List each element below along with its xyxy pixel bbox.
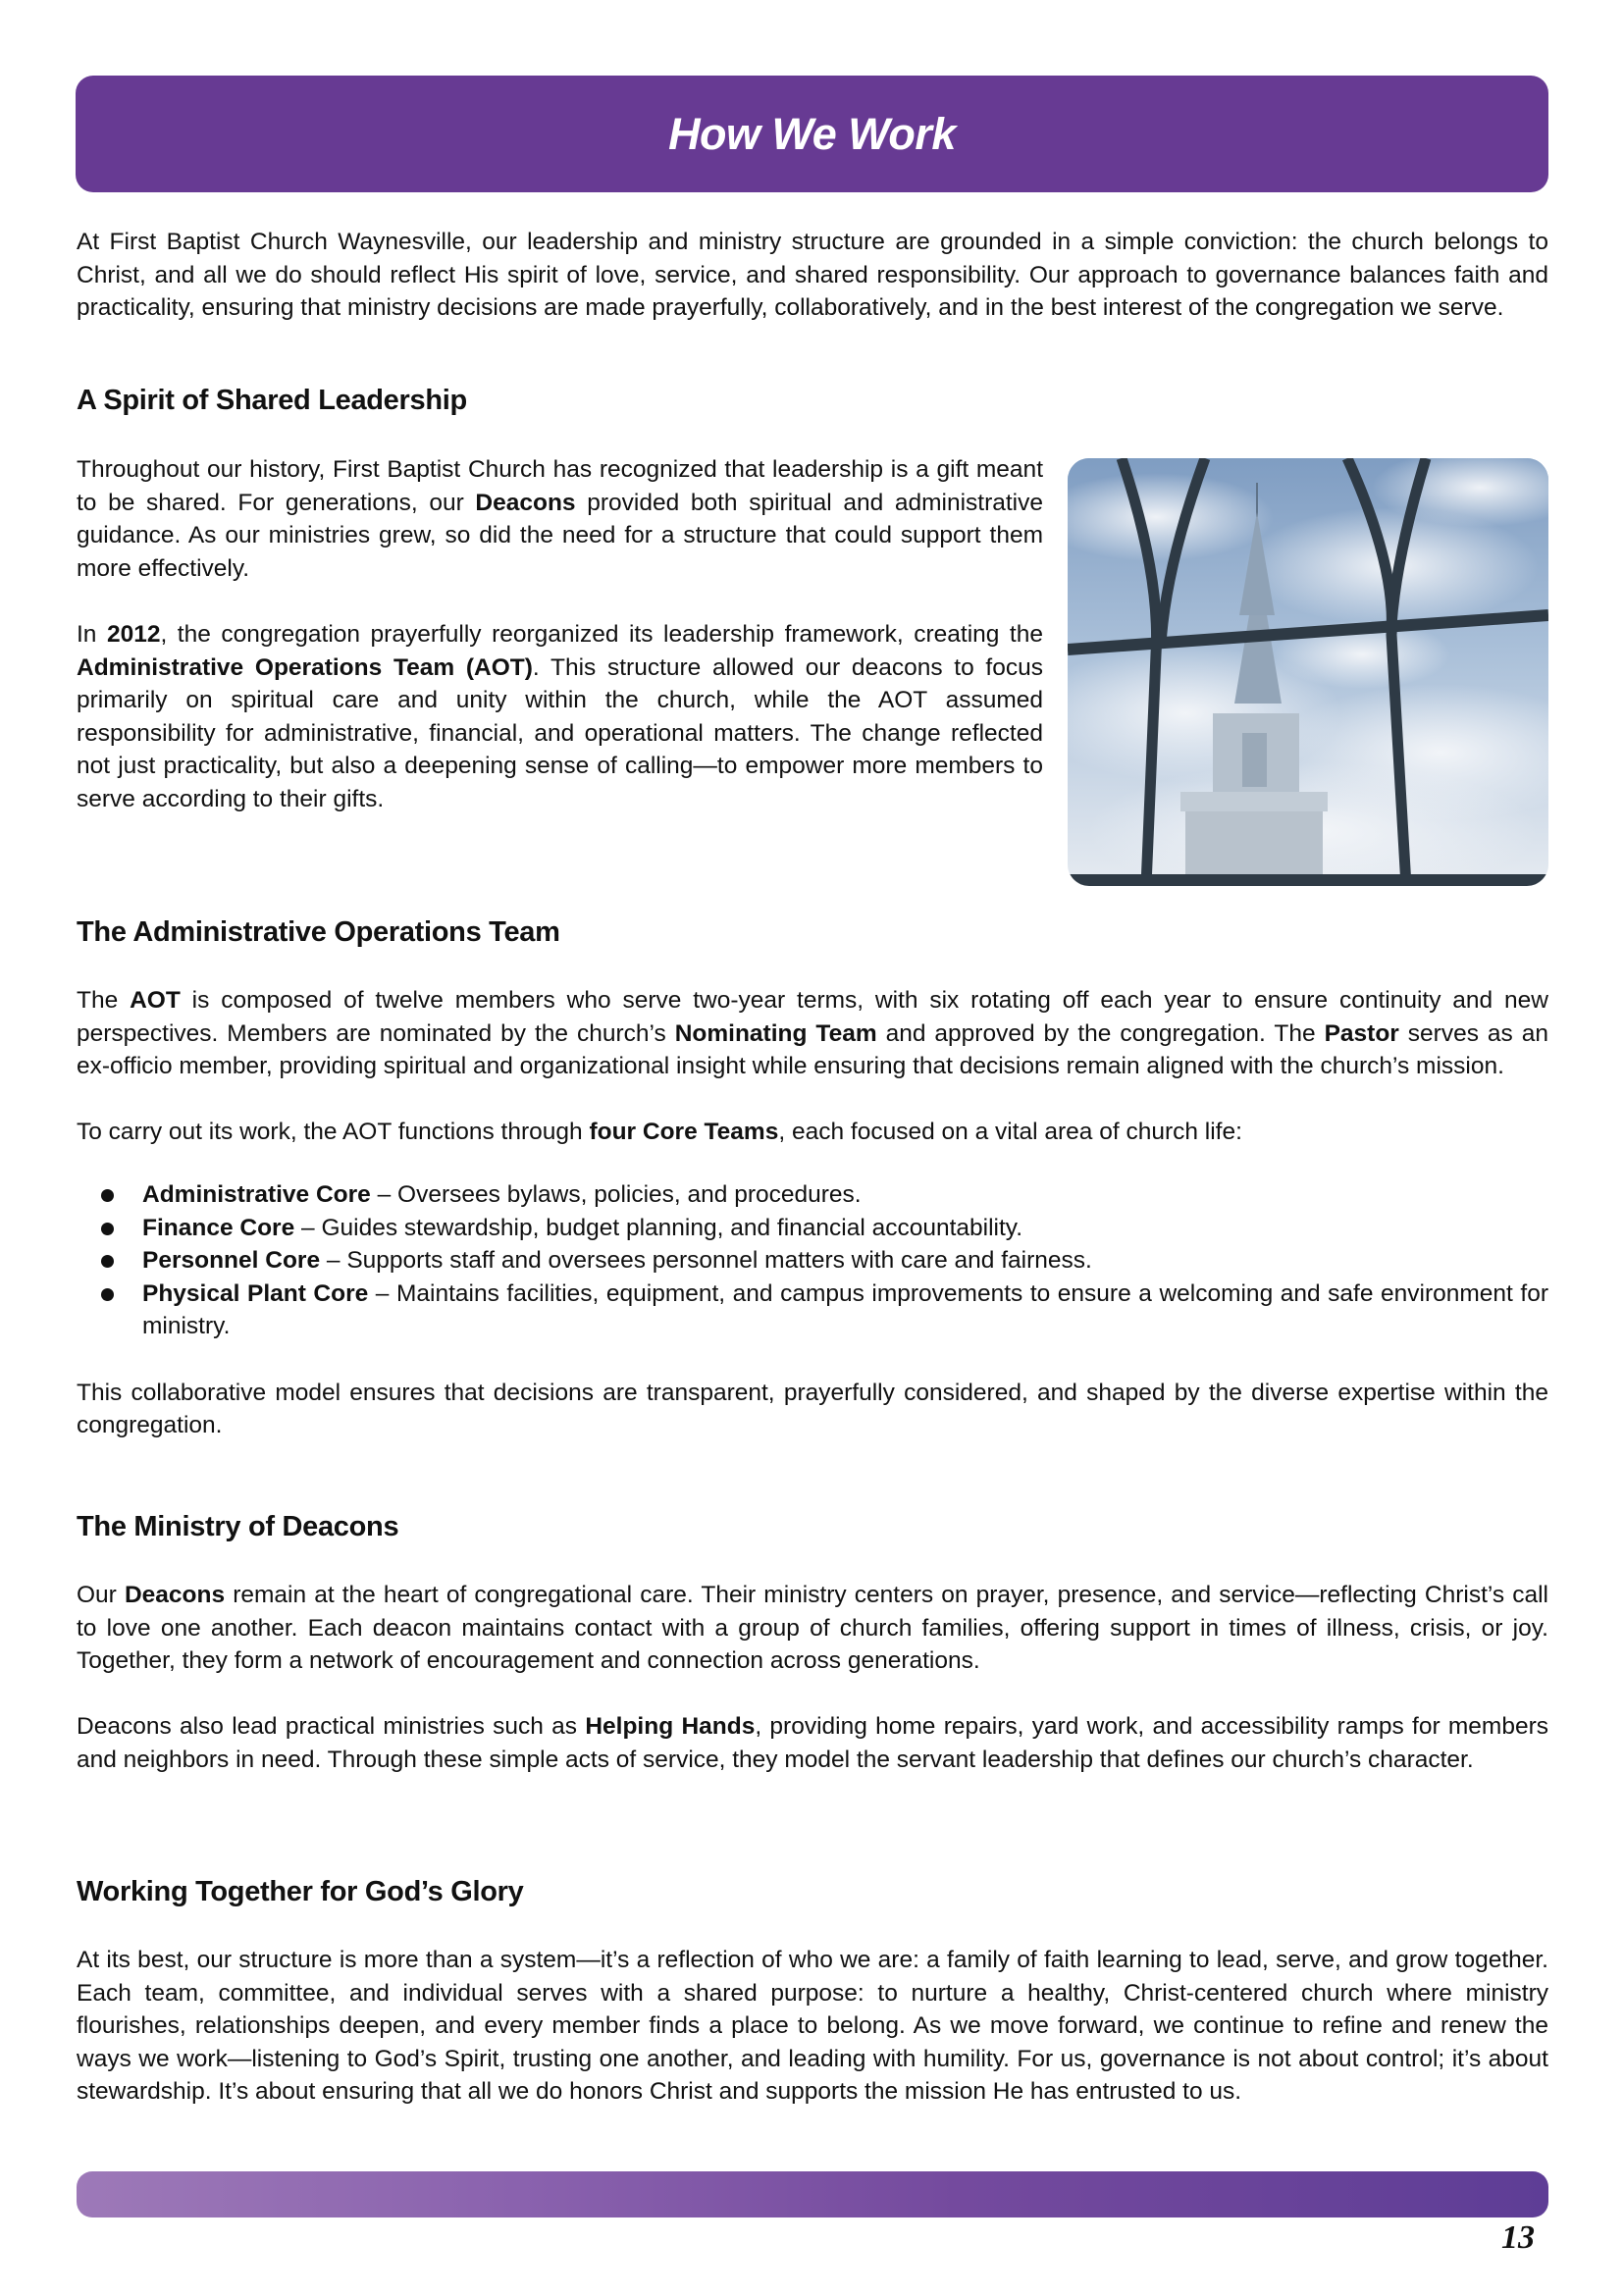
section-aot <box>77 916 1548 1442</box>
core-name: Personnel Core <box>142 1247 321 1275</box>
page-title: How We Work <box>668 108 956 159</box>
text: remain at the heart of congregational care. Their ministry centers on prayer, presence, and service—reflecting Christ’s call to love one another. Each deacon maintains contact with a group of church families, offering support in times of illness, crisis, or joy. Together, they form a network of encouragement and connection across generations. <box>77 1582 1548 1675</box>
page-number: 13 <box>1501 2219 1535 2256</box>
list-item <box>77 1212 1548 1245</box>
text: Throughout our history, First Baptist Church has recognized that leadership is a gift meant to be shared. For generations, our <box>77 456 1043 516</box>
text: provided both spiritual and administrative guidance. As our ministries grew, so did the need for a structure that could support them more effectively. <box>77 489 1044 582</box>
list-item <box>77 1244 1548 1278</box>
bullet-icon <box>101 1189 114 1202</box>
steeple-photo <box>1068 458 1548 886</box>
paragraph <box>77 618 1043 816</box>
core-description: – Guides stewardship, budget planning, and financial accountability. <box>294 1214 1023 1241</box>
title-banner <box>76 76 1548 192</box>
bullet-icon <box>101 1255 114 1268</box>
paragraph <box>77 453 1043 585</box>
bold-text: Pastor <box>1324 1019 1399 1047</box>
list-item <box>77 1278 1548 1343</box>
bullet-icon <box>101 1223 114 1235</box>
text: The <box>77 987 131 1014</box>
bold-text: Administrative Operations Team (AOT) <box>77 653 533 681</box>
core-name: Administrative Core <box>142 1180 371 1208</box>
intro-section <box>77 226 1548 325</box>
section-shared-leadership <box>77 385 1548 417</box>
text: and approved by the congregation. The <box>876 1019 1325 1047</box>
bold-text: four Core Teams <box>589 1119 779 1146</box>
bullet-icon <box>101 1288 114 1301</box>
footer-bar <box>77 2171 1548 2217</box>
core-description: – Oversees bylaws, policies, and procedures. <box>370 1180 862 1208</box>
paragraph: At its best, our structure is more than a system—it’s a reflection of who we are: a family of faith learning to lead, serve, and grow together. Each team, committee, and individual serves with a shared purpose: to nurture a healthy, Christ-centered church where ministry flourishes, relationships deepen, and every member finds a place to belong. As we move forward, we continue to refine and renew the ways we work—listening to God’s Spirit, trusting one another, and leading with humility. For us, governance is not about control; it’s about stewardship. It’s about ensuring that all we do honors Christ and supports the mission He has entrusted to us. <box>77 1947 1548 2106</box>
text: Our <box>77 1582 125 1608</box>
bold-text: Deacons <box>475 489 576 516</box>
section-heading: The Ministry of Deacons <box>77 1511 399 1542</box>
section-heading: Working Together for God’s Glory <box>77 1876 524 1907</box>
text: , providing home repairs, yard work, and accessibility ramps for members and neighbors in need. Through these simple acts of service, they model the servant leadership that defines our church’s character. <box>77 1713 1549 1773</box>
text: In <box>77 620 107 648</box>
core-description: – Maintains facilities, equipment, and campus improvements to ensure a welcoming and safe environment for ministry. <box>142 1279 1548 1340</box>
bold-text: Helping Hands <box>585 1713 756 1741</box>
text: . This structure allowed our deacons to focus primarily on spiritual care and unity within the church, while the AOT assumed responsibility for administrative, financial, and operational matters. The change reflected not just practicality, but also a deepening sense of calling—to empower more members to serve according to their gifts. <box>77 653 1043 812</box>
bold-text: Deacons <box>124 1582 226 1608</box>
paragraph <box>77 1710 1548 1776</box>
paragraph <box>77 1116 1548 1149</box>
bold-text: AOT <box>130 987 181 1014</box>
section-heading: A Spirit of Shared Leadership <box>77 385 467 416</box>
section-deacons <box>77 1511 1548 1777</box>
bold-text: 2012 <box>106 620 161 648</box>
bold-text: Nominating Team <box>674 1019 877 1047</box>
paragraph <box>77 1579 1548 1678</box>
paragraph <box>77 984 1548 1083</box>
text: Deacons also lead practical ministries such as <box>77 1713 586 1741</box>
paragraph: This collaborative model ensures that decisions are transparent, prayerfully considered, and shaped by the diverse expertise within the congregation. <box>77 1379 1548 1439</box>
core-name: Finance Core <box>142 1214 295 1241</box>
shared-leadership-body <box>77 453 1043 816</box>
list-item <box>77 1178 1548 1212</box>
core-description: – Supports staff and oversees personnel matters with care and fairness. <box>320 1247 1092 1275</box>
intro-paragraph: At First Baptist Church Waynesville, our leadership and ministry structure are grounded in a simple conviction: the church belongs to Christ, and all we do should reflect His spirit of love, service, and shared responsibility. Our approach to governance balances faith and practicality, ensuring that ministry decisions are made prayerfully, collaboratively, and in the best interest of the congregation we serve. <box>77 229 1548 322</box>
text: , the congregation prayerfully reorganized its leadership framework, creating the <box>160 620 1043 648</box>
core-teams-list <box>77 1178 1548 1343</box>
text: is composed of twelve members who serve two-year terms, with six rotating off each year to ensure continuity and new perspectives. Members are nominated by the church’s <box>77 987 1548 1047</box>
steeple-photo-illustration <box>1068 458 1548 886</box>
section-heading: The Administrative Operations Team <box>77 916 560 948</box>
core-name: Physical Plant Core <box>142 1279 369 1307</box>
text: , each focused on a vital area of church life: <box>778 1119 1242 1146</box>
text: serves as an ex-officio member, providing spiritual and organizational insight while ensuring that decisions remain aligned with the church’s mission. <box>77 1019 1548 1080</box>
section-gods-glory <box>77 1876 1548 2109</box>
text: To carry out its work, the AOT functions through <box>77 1119 590 1146</box>
